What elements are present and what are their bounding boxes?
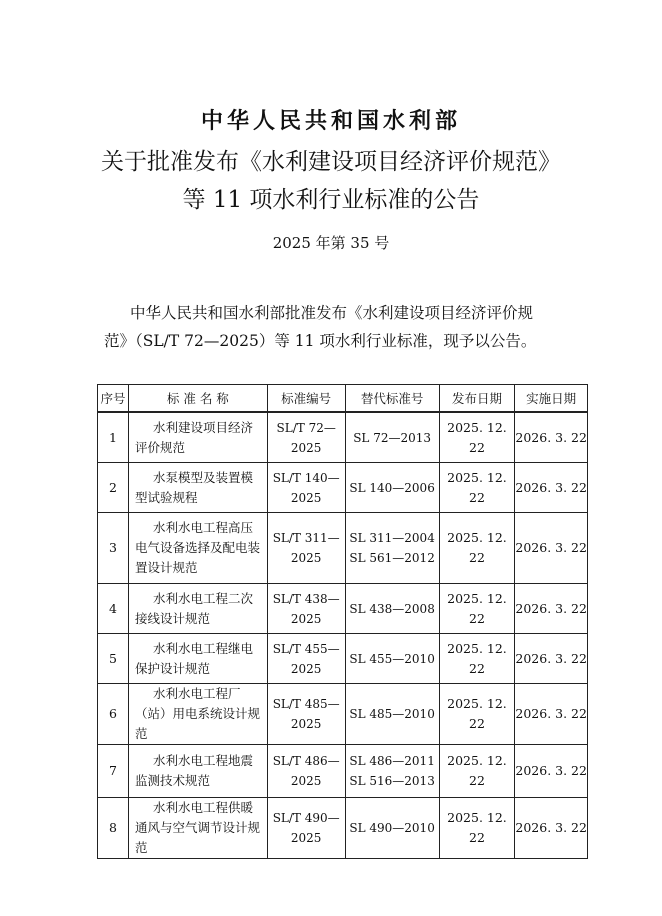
code-part1: SL/T 311— bbox=[272, 531, 340, 545]
code-part1: SL/T 438— bbox=[272, 591, 340, 606]
cell-publish-date: 2025. 12. 22 bbox=[439, 684, 515, 745]
ministry-name: 中华人民共和国水利部 bbox=[200, 108, 461, 134]
cell-replaced bbox=[345, 584, 439, 634]
cell-implement-date: 2026. 3. 22 bbox=[515, 684, 588, 745]
table-row bbox=[98, 684, 588, 745]
cell-name: 水利水电工程高压电气设备选择及配电装置设计规范 bbox=[128, 513, 267, 584]
header-code: 标准编号 bbox=[267, 385, 345, 413]
code-part1: SL/T 486— bbox=[272, 754, 340, 768]
cell-name: 水利水电工程厂（站）用电系统设计规范 bbox=[128, 684, 267, 745]
cell-implement-date: 2026. 3. 22 bbox=[515, 798, 588, 859]
replaced-1: SL 486—2011 bbox=[349, 754, 435, 768]
table-row bbox=[98, 584, 588, 634]
cell-publish-date: 2025. 12. 22 bbox=[439, 798, 515, 859]
cell-publish-date: 2025. 12. 22 bbox=[439, 634, 515, 684]
code-part1: SL/T 490— bbox=[272, 811, 340, 825]
standards-table bbox=[97, 384, 588, 859]
body-paragraph-line2: 范》（SL/T 72—2025）等 11 项水利行业标准，现予以公告。 bbox=[104, 332, 537, 350]
cell-replaced bbox=[345, 412, 439, 463]
cell-seq: 1 bbox=[98, 412, 129, 463]
header-name: 标 准 名 称 bbox=[128, 385, 267, 413]
cell-seq: 6 bbox=[98, 684, 129, 745]
code-part2: 2025 bbox=[290, 774, 322, 788]
cell-implement-date: 2026. 3. 22 bbox=[515, 584, 588, 634]
replaced-1: SL 438—2008 bbox=[349, 601, 435, 616]
code-part1: SL/T 485— bbox=[272, 697, 340, 711]
cell-implement-date: 2026. 3. 22 bbox=[515, 745, 588, 798]
cell-publish-date: 2025. 12. 22 bbox=[439, 745, 515, 798]
header-publish-date: 发布日期 bbox=[439, 385, 515, 413]
table-row bbox=[98, 463, 588, 513]
cell-name: 水利水电工程地震监测技术规范 bbox=[128, 745, 267, 798]
code-part2: 2025 bbox=[290, 717, 322, 731]
code-part1: SL/T 455— bbox=[272, 641, 340, 656]
cell-replaced bbox=[345, 798, 439, 859]
cell-code bbox=[267, 584, 345, 634]
table-row bbox=[98, 745, 588, 798]
cell-seq: 8 bbox=[98, 798, 129, 859]
replaced-1: SL 455—2010 bbox=[349, 651, 435, 666]
cell-code bbox=[267, 745, 345, 798]
cell-seq: 3 bbox=[98, 513, 129, 584]
code-part2: 2025 bbox=[290, 831, 322, 845]
header-implement-date: 实施日期 bbox=[515, 385, 588, 413]
cell-implement-date: 2026. 3. 22 bbox=[515, 634, 588, 684]
code-part1: SL/T 72— bbox=[276, 420, 336, 435]
cell-publish-date: 2025. 12. 22 bbox=[439, 584, 515, 634]
replaced-1: SL 311—2004 bbox=[349, 531, 435, 545]
announcement-title-line1: 关于批准发布《水利建设项目经济评价规范》 bbox=[101, 149, 561, 175]
announcement-title-line2: 等 11 项水利行业标准的公告 bbox=[182, 187, 480, 213]
cell-seq: 4 bbox=[98, 584, 129, 634]
cell-replaced bbox=[345, 684, 439, 745]
replaced-2: SL 561—2012 bbox=[349, 551, 435, 565]
replaced-1: SL 485—2010 bbox=[349, 707, 435, 721]
table-row bbox=[98, 513, 588, 584]
cell-replaced bbox=[345, 513, 439, 584]
cell-code bbox=[267, 412, 345, 463]
cell-name: 水利水电工程继电保护设计规范 bbox=[128, 634, 267, 684]
table-row bbox=[98, 798, 588, 859]
code-part2: 2025 bbox=[290, 551, 322, 565]
header-replaced: 替代标准号 bbox=[345, 385, 439, 413]
table-row bbox=[98, 412, 588, 463]
code-part2: 2025 bbox=[290, 440, 322, 455]
cell-code bbox=[267, 634, 345, 684]
replaced-1: SL 490—2010 bbox=[349, 821, 435, 835]
cell-seq: 2 bbox=[98, 463, 129, 513]
body-paragraph-line1: 中华人民共和国水利部批准发布《水利建设项目经济评价规 bbox=[130, 304, 534, 322]
code-part2: 2025 bbox=[290, 490, 322, 505]
replaced-2: SL 516—2013 bbox=[349, 774, 435, 788]
cell-name: 水利建设项目经济评价规范 bbox=[128, 412, 267, 463]
cell-publish-date: 2025. 12. 22 bbox=[439, 513, 515, 584]
cell-seq: 7 bbox=[98, 745, 129, 798]
cell-replaced bbox=[345, 745, 439, 798]
document-number: 2025 年第 35 号 bbox=[272, 234, 390, 252]
cell-implement-date: 2026. 3. 22 bbox=[515, 412, 588, 463]
cell-replaced bbox=[345, 463, 439, 513]
cell-code bbox=[267, 798, 345, 859]
cell-publish-date: 2025. 12. 22 bbox=[439, 412, 515, 463]
cell-implement-date: 2026. 3. 22 bbox=[515, 513, 588, 584]
table-row bbox=[98, 634, 588, 684]
cell-name: 水利水电工程供暖通风与空气调节设计规范 bbox=[128, 798, 267, 859]
replaced-1: SL 72—2013 bbox=[353, 430, 432, 445]
cell-implement-date: 2026. 3. 22 bbox=[515, 463, 588, 513]
cell-name: 水利水电工程二次接线设计规范 bbox=[128, 584, 267, 634]
cell-replaced bbox=[345, 634, 439, 684]
cell-publish-date: 2025. 12. 22 bbox=[439, 463, 515, 513]
header-seq: 序号 bbox=[98, 385, 129, 413]
table-header-row bbox=[98, 385, 588, 413]
cell-name: 水泵模型及装置模型试验规程 bbox=[128, 463, 267, 513]
cell-seq: 5 bbox=[98, 634, 129, 684]
code-part1: SL/T 140— bbox=[272, 470, 340, 485]
cell-code bbox=[267, 513, 345, 584]
replaced-1: SL 140—2006 bbox=[349, 480, 435, 495]
code-part2: 2025 bbox=[290, 661, 322, 676]
cell-code bbox=[267, 684, 345, 745]
cell-code bbox=[267, 463, 345, 513]
code-part2: 2025 bbox=[290, 611, 322, 626]
